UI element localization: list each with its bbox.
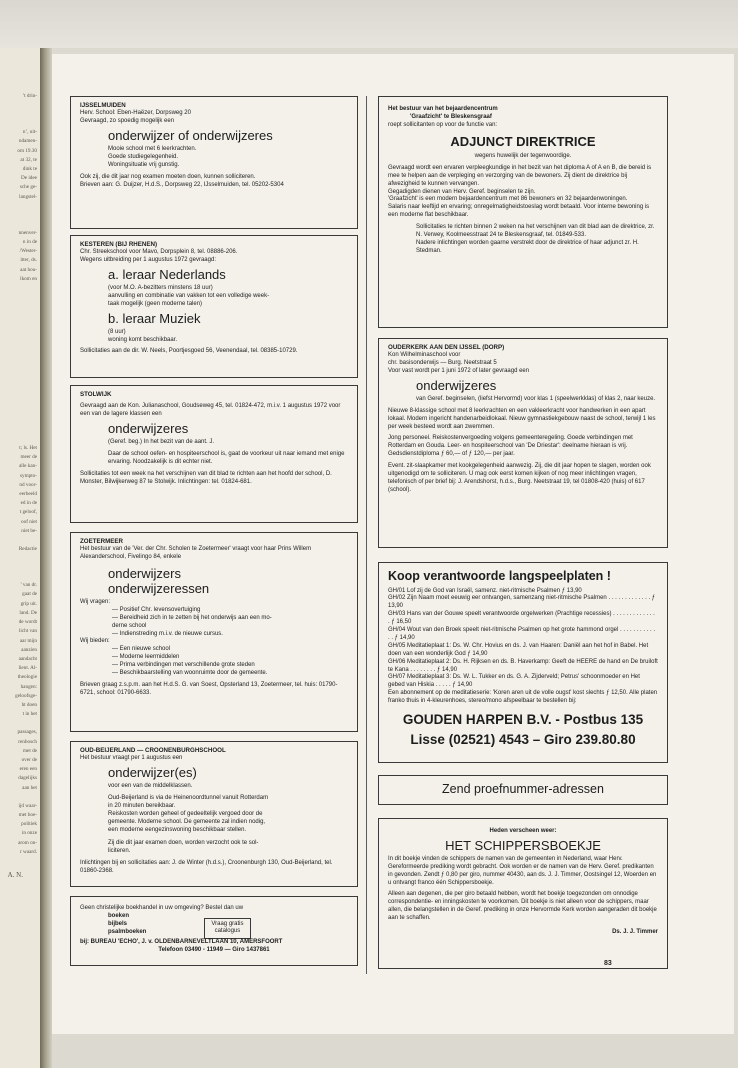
gratis-line: Vraag gratis xyxy=(211,920,244,927)
ad-paragraph: In dit boekje vinden de schippers de namen van de gemeenten in Nederland, waar Herv. Gereformeerde prediking wordt gebracht. Ook worden er de namen van de Herv. Geref. predikanten in gevonden. Zendt ƒ 0,80 per giro, nummer 40430, aan ds. J. J. Timmer, Oostsingel 12, Woerden en u ontvangt franco één Schippersboekje. xyxy=(388,855,657,886)
ad-heading: ZOETERMEER xyxy=(80,538,123,545)
record-item: GH/07 Meditatieplaat 3: Ds. W. L. Tukker en ds. G. A. Zijderveld; Petrus' schoonmoeder en Het gebed van Hiskia . . . . . ƒ 14,90 xyxy=(388,674,640,689)
fragment-line: sche ge- xyxy=(19,184,37,191)
fragment-line: grip uit. xyxy=(20,600,37,607)
desc-line: in 20 minuten bereikbaar. xyxy=(108,802,176,809)
fragment-line: eren een xyxy=(19,766,37,773)
ad-intro: Wegens uitbreiding per 1 augustus 1972 gevraagd: xyxy=(80,257,216,264)
fragment-line: Redactie xyxy=(18,546,37,553)
ad-question: Geen christelijke boekhandel in uw omgeving? Bestel dan uw xyxy=(80,905,244,911)
item-line: boeken xyxy=(108,912,130,919)
list-item: — Positief Chr. levensovertuiging xyxy=(112,606,201,613)
ad-title: onderwijzeres xyxy=(416,377,497,393)
ad-items xyxy=(80,913,146,939)
column-divider xyxy=(366,96,367,974)
ad-intro: Het bestuur vraagt per 1 augustus een xyxy=(80,755,183,762)
ad-sub: (Geref. beg.) In het bezit van de aant. J. xyxy=(108,438,215,445)
record-item: GH/03 Hans van der Gouwe speelt verantwoorde orgelwerken (Prachtige recessies) . . . . . . . . . . . . . . ƒ 16,50 xyxy=(388,611,655,626)
fragment-line: met de xyxy=(23,747,37,754)
ad-desc xyxy=(80,795,348,856)
company-name xyxy=(388,710,658,751)
ad-footer: Sollicitaties tot een week na het verschijnen van dit blad te richten aan het hoofd der school, D. Monster, Bilwijkerweg 87 te Stolwijk. Inlichtingen: tel. 01824-681. xyxy=(80,470,332,485)
ad-title-a: a. leraar Nederlands xyxy=(108,267,226,282)
ad-line: Het bestuur van het bejaardencentrum xyxy=(388,106,498,112)
offer-label: Wij bieden: xyxy=(80,638,110,645)
fragment-line: licht van xyxy=(18,628,37,635)
desc-line: een moderne eengezinswoning beschikbaar stellen. xyxy=(108,826,247,833)
fragment-line: itter, ds. xyxy=(20,257,37,264)
fragment-line: ndamen- xyxy=(18,138,37,145)
list-item: — Beschikbaarstelling van woonruimte door de gemeente. xyxy=(112,670,268,677)
ad-line: roept sollicitanten op voor de functie van: xyxy=(388,121,498,128)
company-line: GOUDEN HARPEN B.V. - Postbus 135 xyxy=(402,712,644,728)
ad-school: Chr. Streekschool voor Mavo, Dorpsplein 8, tel. 08886-206. xyxy=(80,249,238,256)
fragment-line: ed in de xyxy=(20,500,37,507)
fragment-line: ht doen xyxy=(21,701,37,708)
fragment-line: langstel- xyxy=(19,193,37,200)
ad-title: HET SCHIPPERSBOEKJE xyxy=(445,837,601,853)
ad-title-b: b. leraar Muziek xyxy=(108,310,201,326)
ad-kesteren xyxy=(70,235,358,378)
ad-intro: Gevraagd aan de Kon. Julianaschool, Goudseweg 45, tel. 01824-472, m.i.v. 1 augustus 1972 voor een van de lagere klassen een xyxy=(80,403,341,418)
ad-intro: Het bestuur van de 'Ver. der Chr. Scholen te Zoetermeer' vraagt voor haar Prins Willem Alexanderschool, Fivelingo 84, enkele xyxy=(80,546,312,561)
ad-zoetermeer xyxy=(70,532,358,732)
fragment-line: renbosch xyxy=(18,738,37,745)
ad-school: Herv. School: Eben-Haëzer, Dorpsweg 20 xyxy=(80,110,191,117)
fragment-line: /Wester- xyxy=(19,248,37,255)
ad-sub: voor een van de middelklassen. xyxy=(108,783,193,790)
ad-paragraph: Nieuwe 8-klassige school met 8 leerkrachten en een vakleerkracht voor handwerken in een apart lokaal. Modern ingericht handenarbeidlokaal. Nieuw gymnastiekgebouw naast de school, terwijl 1 les per week besteed wordt aan zwemmen. xyxy=(388,407,656,430)
desc-line: woning komt beschikbaar. xyxy=(108,336,178,343)
item-line: bijbels xyxy=(108,920,128,927)
fragment-line: oof niet xyxy=(21,518,37,525)
desc-line: liciteren. xyxy=(108,848,131,855)
ad-school: Kon Wilhelminaschool voor xyxy=(388,352,461,359)
fragment-line: nd voor- xyxy=(19,481,37,488)
fragment-line: met boe- xyxy=(18,811,37,818)
offer-line: Woningsituatie vrij gunstig. xyxy=(108,161,180,168)
ad-sub: van Geref. beginselen, (liefst Hervormd) voor klas 1 (speelwerkklas) of klas 2, naar keuze. xyxy=(416,395,656,402)
fragment-line: land. De xyxy=(19,609,37,616)
fragment-line: om 19.30 xyxy=(17,147,37,154)
ad-footer: Inlichtingen bij en sollicitaties aan: J. de Winter (h.d.s.), Croonenburgh 130, Oud-Beijerland, tel. 01860-2368. xyxy=(80,860,333,875)
fragment-line: aanzien xyxy=(21,646,37,653)
ad-desc-b xyxy=(80,329,348,345)
ad-line: 'Graafzicht' te Bleskensgraaf xyxy=(410,113,492,120)
desc-line: (voor M.O. A-bezitters minstens 18 uur) xyxy=(108,284,213,291)
ad-heading: KESTEREN (BIJ RHENEN) xyxy=(80,241,158,248)
ad-schippersboekje xyxy=(378,818,668,969)
fragment-line: arom on- xyxy=(18,839,37,846)
ad-contact: Brieven aan: G. Duijzer, H.d.S., Dorpsweg 22, IJsselmuiden, tel. 05202-5304 xyxy=(80,181,284,188)
ad-heading: IJSSELMUIDEN xyxy=(80,102,126,109)
list-item: — Moderne leermiddelen xyxy=(112,654,180,661)
fragment-line xyxy=(0,119,37,128)
ad-desc: Daar de school oefen- en hospiteerschool is, gaat de voorkeur uit naar iemand met enige ervaring. Noodzakelijk is dit echter niet. xyxy=(108,450,345,465)
ad-bejaardencentrum xyxy=(378,96,668,328)
fragment-line: politiek xyxy=(21,821,37,828)
ad-title: ADJUNCT DIREKTRICE xyxy=(450,133,596,149)
ad-offers xyxy=(80,146,348,170)
fragment-line: at 32, te xyxy=(20,156,37,163)
list-item: — Een nieuwe school xyxy=(112,646,171,653)
fragment-line: n’, uit- xyxy=(22,129,37,136)
ad-school-2: chr. basisonderwijs — Burg. Neetstraat 5 xyxy=(388,360,497,367)
desc-line: gemeente. Moderne school. De gemeente zal indien nodig, xyxy=(108,818,266,825)
fragment-line: aandacht xyxy=(18,655,37,662)
record-item: GH/04 Wout van den Broek speelt niet-ritmische Psalmen op het grote hammond orgel . . . . . . . . . . . . . ƒ 14,90 xyxy=(388,627,656,641)
ad-sub: wegens huwelijk der tegenwoordige. xyxy=(474,152,572,159)
ad-line: Ook zij, die dit jaar nog examen moeten doen, kunnen solliciteren. xyxy=(80,173,256,180)
ad-title: onderwijzer(es) xyxy=(108,765,197,781)
page-number: 83 xyxy=(604,960,612,967)
fragment-line: ’ van dr. xyxy=(20,582,37,589)
fragment-line: passages, xyxy=(17,729,37,736)
record-item: GH/05 Meditatieplaat 1: Ds. W. Chr. Hovius en ds. J. van Haaren: Daniël aan het hof in Babel. Het doen van een wonderlijk God ƒ 14,90 xyxy=(388,642,649,657)
gratis-line: catalogus xyxy=(214,928,241,935)
offer-line: Goede studiegelegenheid. xyxy=(108,153,179,160)
desc-line: Oud-Beijerland is via de Heinenoordtunnel vanuit Rotterdam xyxy=(108,794,269,801)
ad-title-2: onderwijzeressen xyxy=(108,580,210,596)
ad-paragraph: Nadere inlichtingen worden gaarne verstrekt door de direktrice of haar adjunct zr. H. Stedman. xyxy=(416,239,639,254)
ad-desc-a xyxy=(80,285,348,309)
fragment-line xyxy=(0,211,37,220)
previous-page-signoff: A. N. xyxy=(7,870,23,879)
fragment-line xyxy=(0,202,37,211)
fragment-line: aan het xyxy=(22,784,37,791)
desc-line: taak mogelijk (geen moderne talen) xyxy=(108,300,203,307)
catalogue-offer-box xyxy=(204,918,250,939)
desc-line: (8 uur) xyxy=(108,328,126,335)
fragment-line: t geloof, xyxy=(19,509,37,516)
fragment-line: lient. Al- xyxy=(18,665,37,672)
ad-paragraph: Salaris naar leeftijd en ervaring; onregelmatigheidstoeslag wordt betaald. Voor interne bewoning is een moderne flat beschikbaar. xyxy=(388,204,650,219)
fragment-line: sympto- xyxy=(19,472,37,479)
ad-echo-bookshop xyxy=(70,896,358,966)
ad-paragraph: Event. zit-slaapkamer met kookgelegenheid aanwezig. Zij, die dit jaar hopen te slagen, worden ook uitgenodigd om te solliciteren. U mag ook eerst komen kijken of nog meer inlichtingen vragen, telefonisch of per brief bij: J. Arendshorst, h.d.s., Burg. Neetstraat 19, tel 01808-420 (huis) of 617 (school). xyxy=(388,463,651,493)
list-item: — Bereidheid zich in te zetten bij het onderwijs aan een mo- xyxy=(112,614,272,621)
ad-heading: STOLWIJK xyxy=(80,391,112,398)
ad-address: bij: BUREAU 'ECHO', J. v. OLDENBARNEVELTLAAN 10, AMERSFOORT xyxy=(80,938,283,945)
ad-heading: OUD-BEIJERLAND — CROONENBURGHSCHOOL xyxy=(80,747,226,754)
fragment-line: dink te xyxy=(22,166,37,173)
ad-intro: Voor vast wordt per 1 juni 1972 of later gevraagd een xyxy=(388,368,530,374)
desc-line: Zij die dit jaar examen doen, worden verzocht ook te sol- xyxy=(108,840,259,847)
list-item: — Prima verbindingen met verschillende grote steden xyxy=(112,662,255,669)
ad-paragraph: 'Graafzicht' is een modern bejaardencentrum met 86 bewoners en 32 bejaardenwoningen. xyxy=(388,196,628,203)
previous-page-text-fragments xyxy=(0,92,37,284)
ad-ouderkerk xyxy=(378,338,668,548)
ad-title: onderwijzeres xyxy=(108,421,189,436)
fragment-line: lkom en xyxy=(20,275,37,282)
fragment-line xyxy=(0,563,37,572)
ad-phone: Telefoon 03490 - 11949 — Giro 1437861 xyxy=(158,946,270,953)
ad-zend-proefnummer xyxy=(378,775,668,805)
fragment-line xyxy=(0,101,37,110)
desc-line: Reiskosten worden geheel of gedeeltelijk vergoed door de xyxy=(108,810,263,817)
catalogue-offer xyxy=(156,913,250,939)
offer-line: Mooie school met 6 leerkrachten. xyxy=(108,145,197,152)
asked-label: Wij vragen: xyxy=(80,598,111,605)
fragment-line: hangen: xyxy=(20,683,37,690)
fragment-line: t in het xyxy=(22,711,37,718)
fragment-line: niet be- xyxy=(21,527,37,534)
ad-paragraph: Sollicitaties te richten binnen 2 weken na het verschijnen van dit blad aan de direktrice, zr. N. Verwey, Koolmeesstraat 24 te Bleskensgraaf, tel. 01849-533. xyxy=(416,224,655,239)
list-item: derne school xyxy=(112,622,147,629)
ad-paragraph: Jong personeel. Reiskostenvergoeding volgens gemeenteregeling. Goede verbindingen met Rotterdam en Gouda. Leer- en hospiteerschool van 'De Driestar': deelname hieraan is vrij. Gedsdienstdiploma ƒ 60,— of ƒ 120,— per jaar. xyxy=(388,435,633,458)
fragment-line: de wordt xyxy=(18,619,37,626)
desc-line: aanvulling en combinatie van vakken tot een volledige week- xyxy=(108,292,270,299)
fragment-line xyxy=(0,554,37,563)
ad-title: onderwijzer of onderwijzeres xyxy=(108,128,273,143)
fragment-line: gaat de xyxy=(22,591,37,598)
ad-langspeelplaten xyxy=(378,562,668,763)
ad-title: Koop verantwoorde langspeelplaten ! xyxy=(388,569,611,583)
ad-signature: Ds. J. J. Timmer xyxy=(612,929,658,936)
ad-oud-beijerland xyxy=(70,741,358,887)
list-item: — Indienstreding m.i.v. de nieuwe cursus. xyxy=(112,630,223,637)
fragment-line: alle kan- xyxy=(18,463,37,470)
book-binding-shadow xyxy=(40,48,52,1068)
previous-page-text-fragments-lower xyxy=(0,444,37,857)
ad-footer: Sollicitaties aan de dir. W. Neels, Poortjesgoed 56, Veenendaal, tel. 08385-10729. xyxy=(80,348,298,355)
fragment-line: eerbeeld xyxy=(19,491,37,498)
ad-title: onderwijzers xyxy=(108,566,181,581)
asked-list xyxy=(80,607,348,639)
company-contact: Lisse (02521) 4543 – Giro 239.80.80 xyxy=(410,732,636,748)
fragment-line xyxy=(0,719,37,728)
item-line: psalmboeken xyxy=(108,928,147,935)
fragment-line: nnenver- xyxy=(18,229,37,236)
offer-list xyxy=(80,646,348,678)
ad-title: Zend proefnummer-adressen xyxy=(442,782,604,796)
fragment-line: meer de xyxy=(20,454,37,461)
fragment-line xyxy=(0,110,37,119)
fragment-line: r waard. xyxy=(20,848,37,855)
fragment-line: aar mijn xyxy=(19,637,37,644)
record-item: GH/02 Zijn Naam moet eeuwig eer ontvangen, samenzang niet-ritmische Psalmen . . . . . . . . . . . . . ƒ 13,90 xyxy=(388,595,656,610)
fragment-line: in onze xyxy=(21,830,37,837)
fragment-line: over de xyxy=(21,756,37,763)
fragment-line: dagelijks xyxy=(18,775,37,782)
ad-footer: Brieven graag z.s.p.m. aan het H.d.S. G. van Soest, Opsterland 13, Zoetermeer, tel. huis: 01790-6721, school: 01790-6633. xyxy=(80,681,338,696)
record-item: GH/06 Meditatieplaat 2: Ds. H. Rijksen en ds. B. Haverkamp: Geeft de HEERE de hand en De bruiloft te Kana . . . . . . . . ƒ 14,90 xyxy=(388,658,658,673)
fragment-line xyxy=(0,536,37,545)
ad-intro: Gevraagd, zo spoedig mogelijk een xyxy=(80,118,175,125)
ad-kicker: Heden verscheen weer: xyxy=(489,828,557,834)
fragment-line: ijd waar- xyxy=(18,802,37,809)
fragment-line: theologie xyxy=(17,674,37,681)
ad-paragraph: Gegadigden dienen van Herv. Geref. beginselen te zijn. xyxy=(388,188,536,195)
ad-paragraph: Gevraagd wordt een ervaren verpleegkundige in het bezit van het diploma A of A en B, die bereid is mee te helpen aan de verpleging en verzorging van de bewoners. Zij dient de direktrice bij afwezigheid te kunnen vervangen. xyxy=(388,164,652,187)
fragment-line: geloofsge- xyxy=(15,692,37,699)
record-item: GH/01 Lof zij de God van Israël, samenz. niet-ritmische Psalmen ƒ 13,90 xyxy=(388,587,582,594)
fragment-line xyxy=(0,220,37,229)
fragment-line xyxy=(0,572,37,581)
ad-paragraph: Alleen aan degenen, die per giro betaald hebben, wordt het boekje toegezonden om onnodige correspondentie- en inningskosten te voorkomen. Dit boekje is niet alleen voor de schippers, maar allen, die belangstellen in de Geref. prediking in onze Hervormde Kerk worden aangeraden dit boekje aan te schaffen. xyxy=(388,891,657,922)
fragment-line: ’t drin- xyxy=(22,93,37,99)
ad-stolwijk xyxy=(70,385,358,523)
fragment-line: n in de xyxy=(22,239,37,246)
ad-heading: OUDERKERK AAN DEN IJSSEL (DORP) xyxy=(388,344,505,351)
previous-page-edge xyxy=(0,48,40,1068)
scan-background xyxy=(0,0,738,48)
ad-ijsselmuiden xyxy=(70,96,358,229)
fragment-line: De idee xyxy=(21,175,37,182)
fragment-line: aat hou- xyxy=(20,266,37,273)
subscription-text: Een abonnement op de meditatieserie: 'Koren aren uit de volle ougst' kost slechts ƒ 12,50. Alle platen franko thuis in 4-kleurenhoes, stereo/mono afspeelbaar te bestellen bij: xyxy=(388,690,658,705)
fragment-line xyxy=(0,793,37,802)
fragment-line: t; ls. Het xyxy=(19,445,37,452)
